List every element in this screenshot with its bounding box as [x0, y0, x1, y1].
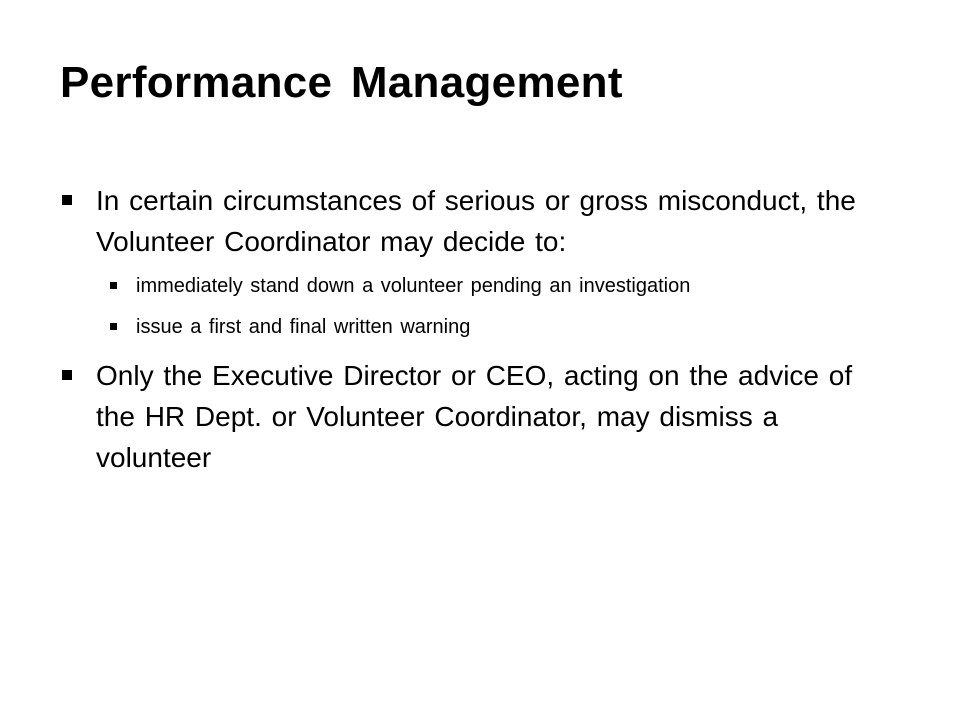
- bullet-item: [60, 355, 900, 478]
- square-bullet-icon: [110, 282, 117, 289]
- sub-bullet-item: [96, 274, 900, 298]
- sub-bullet-item: [96, 315, 900, 339]
- bullet-list: [60, 180, 900, 478]
- square-bullet-icon: [110, 323, 117, 330]
- slide-title: Performance Management: [60, 58, 623, 107]
- bullet-item: [60, 180, 900, 339]
- sub-bullet-text: immediately stand down a volunteer pending an investigation: [136, 275, 691, 297]
- bullet-text: Only the Executive Director or CEO, acting on the advice of the HR Dept. or Volunteer Coordinator, may dismiss a volunteer: [96, 360, 853, 473]
- sub-bullet-list: [96, 274, 900, 339]
- square-bullet-icon: [62, 370, 72, 380]
- square-bullet-icon: [62, 195, 72, 205]
- bullet-text: In certain circumstances of serious or gross misconduct, the Volunteer Coordinator may decide to:: [96, 185, 856, 257]
- sub-bullet-text: issue a first and final written warning: [136, 316, 471, 338]
